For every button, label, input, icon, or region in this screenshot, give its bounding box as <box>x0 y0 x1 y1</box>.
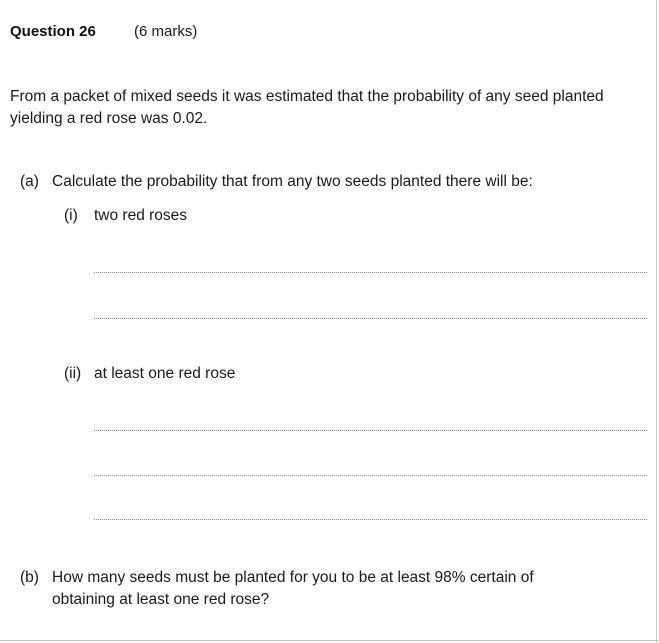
part-a-ii-text: at least one red rose <box>94 365 236 382</box>
answer-line-a-ii-2[interactable] <box>94 475 647 476</box>
part-b-label: (b) <box>20 569 39 586</box>
question-intro: From a packet of mixed seeds it was estimated that the probability of any seed planted yielding a red rose was 0.02. <box>10 88 604 127</box>
answer-line-a-i-1[interactable] <box>94 272 647 273</box>
answer-line-a-i-2[interactable] <box>94 318 647 319</box>
part-a-text: Calculate the probability that from any two seeds planted there will be: <box>52 173 533 190</box>
answer-line-a-ii-1[interactable] <box>94 430 647 431</box>
answer-line-a-ii-3[interactable] <box>94 519 647 520</box>
part-a-label: (a) <box>20 173 39 190</box>
page-right-border <box>656 0 657 643</box>
part-a-i-text: two red roses <box>94 207 188 224</box>
part-a-ii-label: (ii) <box>64 365 82 382</box>
part-b-text: How many seeds must be planted for you to be at least 98% certain of obtaining at least one red rose? <box>52 569 534 608</box>
question-heading: Question 26 <box>10 23 96 40</box>
page-bottom-border <box>0 640 659 641</box>
part-a-i-label: (i) <box>64 207 78 224</box>
question-marks: (6 marks) <box>134 23 198 40</box>
